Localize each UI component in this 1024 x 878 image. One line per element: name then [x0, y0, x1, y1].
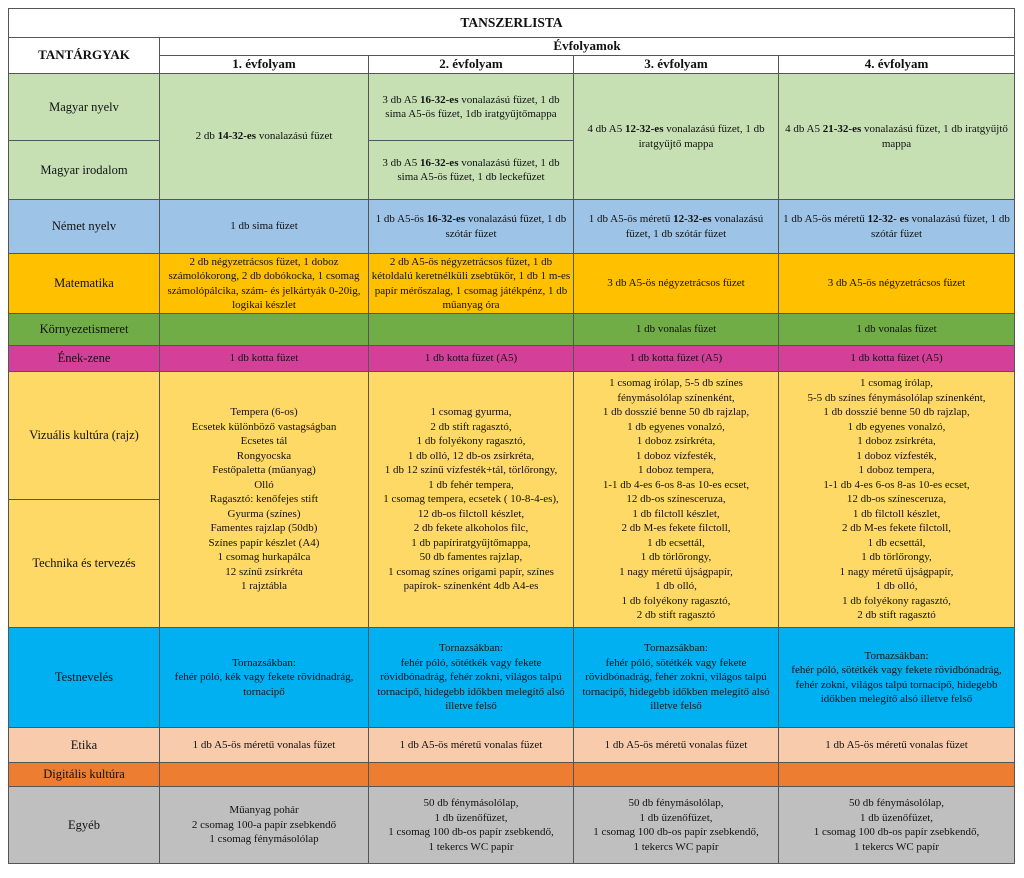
enek-zene-grade-4-cell: 1 db kotta füzet (A5) [779, 346, 1015, 372]
magyar-grade-1-cell: 2 db 14-32-es vonalazású füzet [160, 74, 369, 200]
grade-1-header: 1. évfolyam [160, 56, 369, 74]
magyar-nyelv-grade-2-cell: 3 db A5 16-32-es vonalazású füzet, 1 db sima A5-ös füzet, 1db iratgyűjtőmappa [369, 74, 574, 141]
matematika-grade-1-cell: 2 db négyzetrácsos füzet, 1 doboz számolókorong, 2 db dobókocka, 1 csomag számolópálcika, szám- és jelkártyák 0-20ig, logikai készlet [160, 254, 369, 314]
nemet-grade-3-cell: 1 db A5-ös méretű 12-32-es vonalazású füzet, 1 db szótár füzet [574, 200, 779, 254]
testneveles-grade-4-cell: Tornazsákban: fehér póló, sötétkék vagy fekete rövidbónadrág, fehér zokni, világos talpú tornacipő, hidegebb időkben melegítő alsó illetve felső [779, 628, 1015, 728]
kornyezetismeret-grade-3-cell: 1 db vonalas füzet [574, 314, 779, 346]
etika-grade-1-cell: 1 db A5-ös méretű vonalas füzet [160, 728, 369, 763]
grade-2-header: 2. évfolyam [369, 56, 574, 74]
subject-magyar-irodalom: Magyar irodalom [9, 141, 160, 200]
vizualis-grade-4-cell: 1 csomag írólap, 5-5 db színes fénymásolólap színenként, 1 db dosszié benne 50 db rajzlap, 1 db egyenes vonalzó, 1 doboz zsírkréta, 1 doboz vízfesték, 1 doboz tempera, 1-1 db 4-es 6-os 8-as 10-es ecset, 12 db-os színesceruza, 1 db filctoll készlet, 2 db M-es fekete filctoll, 1 db ecsettál, 1 db törlőrongy, 1 nagy méretű újságpapír, 1 db olló, 1 db folyékony ragasztó, 2 db stift ragasztó [779, 372, 1015, 628]
supply-list-table [8, 8, 1015, 864]
subject-magyar-nyelv: Magyar nyelv [9, 74, 160, 141]
nemet-grade-2-cell: 1 db A5-ös 16-32-es vonalazású füzet, 1 db szótár füzet [369, 200, 574, 254]
kornyezetismeret-grade-1-cell [160, 314, 369, 346]
subject-egyeb: Egyéb [9, 787, 160, 864]
egyeb-grade-2-cell: 50 db fénymásolólap, 1 db üzenőfüzet, 1 csomag 100 db-os papír zsebkendő, 1 tekercs WC papír [369, 787, 574, 864]
subject-kornyezetismeret: Környezetismeret [9, 314, 160, 346]
etika-grade-4-cell: 1 db A5-ös méretű vonalas füzet [779, 728, 1015, 763]
testneveles-grade-2-cell: Tornazsákban: fehér póló, sötétkék vagy fekete rövidbónadrág, fehér zokni, világos talpú tornacipő, hidegebb időkben melegítő alsó illetve felső [369, 628, 574, 728]
vizualis-grade-1-cell: Tempera (6-os) Ecsetek különböző vastagságban Ecsetes tál Rongyocska Festőpaletta (műanyag) Olló Ragasztó: kenőfejes stift Gyurma (színes) Famentes rajzlap (50db) Színes papír készlet (A4) 1 csomag hurkapálca 12 színű zsírkréta 1 rajztábla [160, 372, 369, 628]
digitalis-grade-1-cell [160, 763, 369, 787]
enek-zene-grade-2-cell: 1 db kotta füzet (A5) [369, 346, 574, 372]
grades-group-header: Évfolyamok [160, 38, 1015, 56]
subjects-header: TANTÁRGYAK [9, 38, 160, 74]
nemet-grade-1-cell: 1 db sima füzet [160, 200, 369, 254]
magyar-irodalom-grade-2-cell: 3 db A5 16-32-es vonalazású füzet, 1 db sima A5-ös füzet, 1 db leckefüzet [369, 141, 574, 200]
subject-technika-es-tervezes: Technika és tervezés [9, 500, 160, 628]
grade-4-header: 4. évfolyam [779, 56, 1015, 74]
subject-vizualis-kultura: Vizuális kultúra (rajz) [9, 372, 160, 500]
nemet-grade-4-cell: 1 db A5-ös méretű 12-32- es vonalazású füzet, 1 db szótár füzet [779, 200, 1015, 254]
subject-matematika: Matematika [9, 254, 160, 314]
vizualis-grade-3-cell: 1 csomag írólap, 5-5 db színes fénymásolólap színenként, 1 db dosszié benne 50 db rajzlap, 1 db egyenes vonalzó, 1 doboz zsírkréta, 1 doboz vízfesték, 1 doboz tempera, 1-1 db 4-es 6-os 8-as 10-es ecset, 12 db-os színesceruza, 1 db filctoll készlet, 2 db M-es fekete filctoll, 1 db ecsettál, 1 db törlőrongy, 1 nagy méretű újságpapír, 1 db olló, 1 db folyékony ragasztó, 2 db stift ragasztó [574, 372, 779, 628]
subject-nemet-nyelv: Német nyelv [9, 200, 160, 254]
grade-3-header: 3. évfolyam [574, 56, 779, 74]
vizualis-grade-2-cell: 1 csomag gyurma, 2 db stift ragasztó, 1 db folyékony ragasztó, 1 db olló, 12 db-os zsírkréta, 1 db 12 színű vízfesték+tál, törlőrongy, 1 db fehér tempera, 1 csomag tempera, ecsetek ( 10-8-4-es), 12 db-os filctoll készlet, 2 db fekete alkoholos filc, 1 db papíriratgyűjtőmappa, 50 db famentes rajzlap, 1 csomag színes origami papír, színes papírok- színenként 4db A4-es [369, 372, 574, 628]
testneveles-grade-3-cell: Tornazsákban: fehér póló, sötétkék vagy fekete rövidbónadrág, fehér zokni, világos talpú tornacipő, hidegebb időkben melegítő alsó illetve felső [574, 628, 779, 728]
subject-etika: Etika [9, 728, 160, 763]
subject-testneveles: Testnevelés [9, 628, 160, 728]
kornyezetismeret-grade-2-cell [369, 314, 574, 346]
kornyezetismeret-grade-4-cell: 1 db vonalas füzet [779, 314, 1015, 346]
matematika-grade-3-cell: 3 db A5-ös négyzetrácsos füzet [574, 254, 779, 314]
enek-zene-grade-1-cell: 1 db kotta füzet [160, 346, 369, 372]
digitalis-grade-3-cell [574, 763, 779, 787]
matematika-grade-4-cell: 3 db A5-ös négyzetrácsos füzet [779, 254, 1015, 314]
etika-grade-3-cell: 1 db A5-ös méretű vonalas füzet [574, 728, 779, 763]
magyar-grade-4-cell: 4 db A5 21-32-es vonalazású füzet, 1 db iratgyűjtő mappa [779, 74, 1015, 200]
magyar-grade-3-cell: 4 db A5 12-32-es vonalazású füzet, 1 db iratgyűjtő mappa [574, 74, 779, 200]
testneveles-grade-1-cell: Tornazsákban: fehér póló, kék vagy fekete rövidnadrág, tornacipő [160, 628, 369, 728]
digitalis-grade-2-cell [369, 763, 574, 787]
egyeb-grade-4-cell: 50 db fénymásolólap, 1 db üzenőfüzet, 1 csomag 100 db-os papír zsebkendő, 1 tekercs WC papír [779, 787, 1015, 864]
digitalis-grade-4-cell [779, 763, 1015, 787]
matematika-grade-2-cell: 2 db A5-ös négyzetrácsos füzet, 1 db kétoldalú keretnélküli zsebtükör, 1 db 1 m-es papír mérőszalag, 1 csomag játékpénz, 1 db műanyag óra [369, 254, 574, 314]
subject-digitalis-kultura: Digitális kultúra [9, 763, 160, 787]
egyeb-grade-3-cell: 50 db fénymásolólap, 1 db üzenőfüzet, 1 csomag 100 db-os papír zsebkendő, 1 tekercs WC papír [574, 787, 779, 864]
table-title: TANSZERLISTA [9, 9, 1015, 38]
etika-grade-2-cell: 1 db A5-ös méretű vonalas füzet [369, 728, 574, 763]
subject-enek-zene: Ének-zene [9, 346, 160, 372]
egyeb-grade-1-cell: Műanyag pohár 2 csomag 100-a papír zsebkendő 1 csomag fénymásolólap [160, 787, 369, 864]
enek-zene-grade-3-cell: 1 db kotta füzet (A5) [574, 346, 779, 372]
